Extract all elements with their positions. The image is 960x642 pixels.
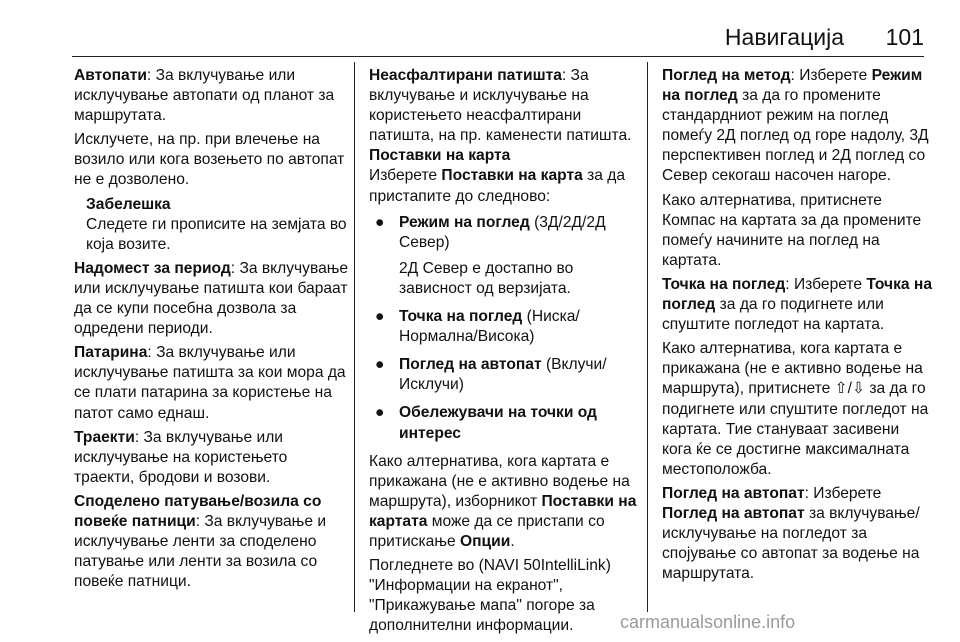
header-rule: [72, 56, 924, 57]
column-1: [74, 66, 350, 596]
paragraph-viewpoint-alternative: Како алтернатива, кога картата е прикажана (не е активно водење на маршрута), притиснете ⇧/⇩ за да го подигнете или спуштите погледот на картата. Тие стануваат засивени кога ќе се достигне максималната местоположба.: [662, 340, 929, 478]
column-3: [662, 66, 932, 588]
subheading-map-settings: Поставки на карта: [369, 147, 511, 165]
column-divider-2: [647, 62, 648, 612]
note-block: [74, 195, 350, 255]
paragraph-alternative-options: Како алтернатива, кога картата е прикажана (не е активно водење на маршрута), изборникот Поставки на картата може да се пристапи со притискање Опции.: [369, 452, 637, 550]
paragraph-disable-example: Исклучете, на пр. при влечење на возило или кога возењето по автопат не е дозволено.: [74, 131, 345, 189]
paragraph-view-method: Поглед на метод: Изберете Режим на поглед за да го промените стандардниот режим на поглед помеѓу 2Д поглед од горе надолу, 3Д перспективен поглед и 2Д поглед со Север секогаш насочен нагоре.: [662, 67, 929, 185]
paragraph-motorways: Автопати: За вклучување или исклучување автопати од планот за маршрутата.: [74, 67, 335, 125]
paragraph-select-map-settings: Изберете Поставки на карта за да пристапите до следново:: [369, 167, 626, 205]
map-settings-list: [369, 213, 639, 444]
watermark: carmanualsonline.info: [620, 612, 796, 632]
note-text: Следете ги прописите на земјата во која возите.: [86, 215, 347, 253]
section-title: Навигација: [724, 24, 844, 50]
paragraph-compass: Како алтернатива, притиснете Компас на картата за да промените помеѓу начините на поглед на картата.: [662, 191, 922, 269]
list-item: ● Обележувачи на точки од интерес: [375, 404, 597, 442]
paragraph-toll: Патарина: За вклучување или исклучување патишта за кои мора да се плати патарина за користење на патот само еднаш.: [74, 344, 346, 422]
paragraph-unpaved: Неасфалтирани патишта: За вклучување и исклучување на користењето неасфалтирани патишта, на пр. каменести патишта.: [369, 67, 632, 145]
list-item: ● Точка на поглед (Ниска/ Нормална/Висока): [375, 308, 580, 346]
term-motorways: Автопати: [74, 67, 147, 84]
list-item: ● Поглед на автопат (Вклучи/ Исклучи): [375, 356, 607, 394]
bullet-icon: ●: [375, 356, 385, 374]
note-title: Забелешка: [86, 195, 171, 213]
bullet-icon: ●: [375, 404, 385, 422]
paragraph-period-fee: Надомест за период: За вклучување или исклучување патишта кои бараат да се купи посебна дозвола за одредени периоди.: [74, 259, 349, 338]
paragraph-see-also: Погледнете во (NAVI 50IntelliLink) "Информации на екранот", "Прикажување мапа" погоре за дополнителни информации.: [369, 557, 611, 635]
bullet-subtext: 2Д Север е достапно во зависност од верзијата.: [399, 259, 574, 297]
paragraph-carpool: Споделено патување/возила со повеќе патници: За вклучување и исклучување ленти за споделено патување или ленти за возила со повеќе патници.: [74, 492, 327, 591]
list-item: ● Режим на поглед (3Д/2Д/2Д Север) 2Д Север е достапно во зависност од верзијата.: [369, 213, 639, 299]
page-number: 101: [885, 24, 924, 50]
paragraph-viewpoint: Точка на поглед: Изберете Точка на поглед за да го подигнете или спуштите погледот на картата.: [662, 275, 933, 334]
column-divider-1: [354, 62, 355, 612]
paragraph-ferries: Траекти: За вклучување или исклучување на користењето траекти, бродови и возови.: [74, 428, 288, 486]
paragraph-motorway-view: Поглед на автопат: Изберете Поглед на автопат за вклучување/ исклучување на погледот за спојување со автопат за водење на маршрутата.: [662, 484, 920, 583]
column-2: [369, 66, 639, 640]
page-header: [0, 0, 960, 58]
bullet-icon: ●: [375, 213, 385, 231]
bullet-icon: ●: [375, 308, 385, 326]
